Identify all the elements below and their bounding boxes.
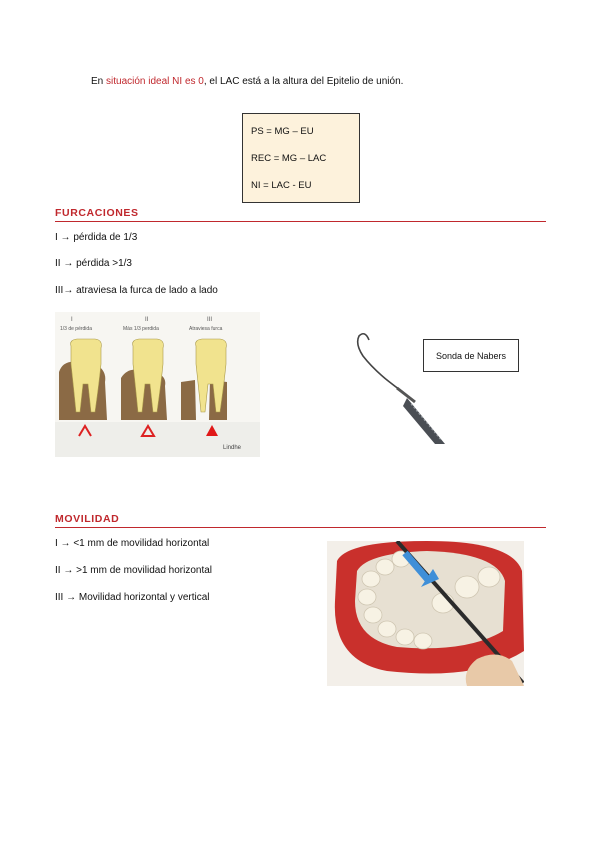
furcaciones-heading: FURCACIONES — [55, 207, 139, 219]
furcation-caption-3: Atraviesa furca — [189, 326, 223, 332]
formula-box — [242, 113, 360, 203]
furcaciones-divider — [55, 221, 546, 222]
intro-prefix: En — [91, 76, 107, 87]
movilidad-heading: MOVILIDAD — [55, 513, 120, 525]
intro-highlight: situación ideal NI es 0 — [106, 76, 204, 87]
formula-ni: NI = LAC - EU — [251, 180, 312, 191]
formula-ps: PS = MG – EU — [251, 126, 314, 137]
furcation-caption-1: 1/3 de pérdida — [60, 326, 92, 332]
furcation-numeral-1: I — [71, 317, 73, 323]
furcacion-item-1: I → pérdida de 1/3 — [55, 232, 138, 243]
intro-text — [91, 76, 403, 87]
probe-label: Sonda de Nabers — [435, 350, 507, 361]
intro-suffix: , el LAC está a la altura del Epitelio de unión. — [203, 76, 404, 87]
furcation-numeral-2: II — [145, 317, 149, 323]
furcation-figure — [55, 312, 260, 457]
furcation-caption-2: Más 1/3 perdida — [123, 326, 159, 332]
furcacion-item-3: III→ atraviesa la furca de lado a lado — [55, 285, 218, 296]
probe-label-box — [423, 339, 519, 372]
furcacion-item-2: II → pérdida >1/3 — [55, 258, 132, 269]
movilidad-item-2: II → >1 mm de movilidad horizontal — [55, 565, 213, 576]
mobility-photo — [327, 541, 524, 686]
movilidad-item-1: I → <1 mm de movilidad horizontal — [55, 538, 210, 549]
furcation-numeral-3: III — [207, 317, 213, 323]
movilidad-divider — [55, 527, 546, 528]
figure-credit: Lindhe — [223, 445, 242, 451]
furcation-illustration — [55, 312, 260, 457]
movilidad-item-3: III → Movilidad horizontal y vertical — [55, 592, 210, 603]
formula-rec: REC = MG – LAC — [251, 153, 327, 164]
